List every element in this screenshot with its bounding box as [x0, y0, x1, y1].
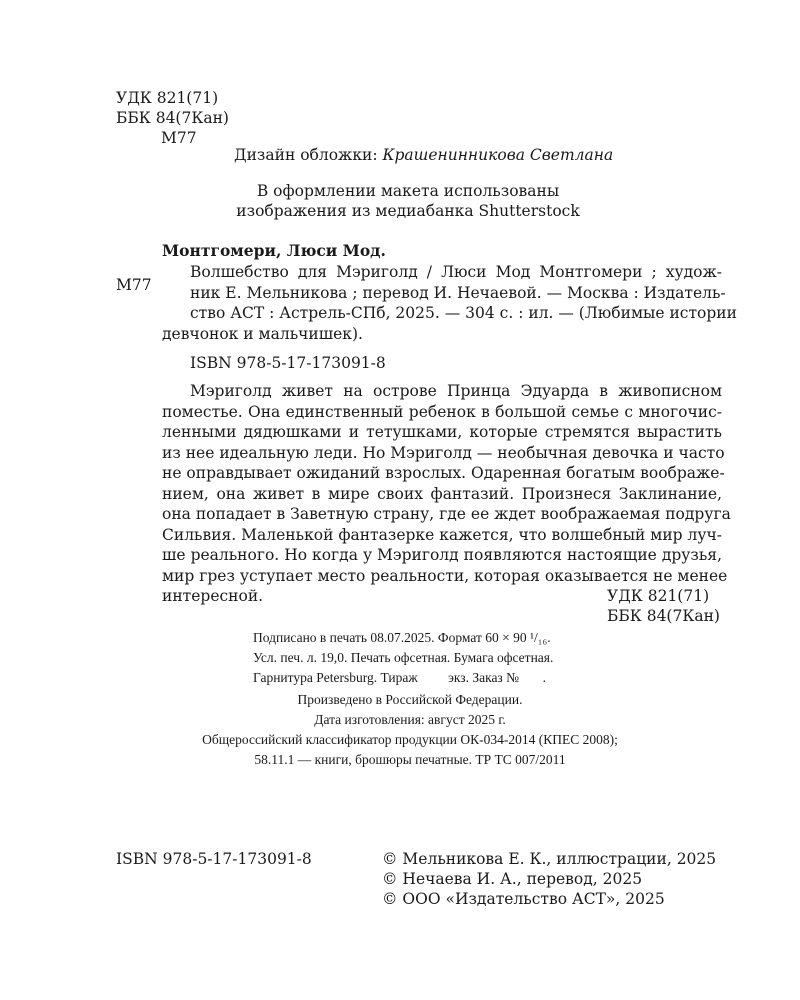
annotation-line: она попадает в Заветную страну, где ее ждет воображаемая подруга: [162, 505, 731, 523]
cover-designer-name: Крашенинникова Светлана: [382, 146, 614, 164]
layout-note-line: изображения из медиабанка Shutterstock: [236, 202, 580, 220]
bbk-code: ББК 84(7Кан): [116, 109, 229, 127]
bibliographic-record: [162, 241, 737, 373]
annotation-line: мир грез уступает место реальности, которая оказывается не менее: [162, 566, 728, 585]
copyright-line: © Нечаева И. А., перевод, 2025: [382, 870, 643, 888]
layout-note: [230, 181, 586, 221]
annotation-line: поместье. Она единственный ребенок в большой семье с многочис-: [162, 402, 722, 421]
annotation-line: Мэриголд живет на острове Принца Эдуарда в живописном: [190, 382, 722, 400]
author-mark: М77: [161, 129, 197, 147]
copyright-block: [382, 849, 716, 909]
copyright-line: © Мельникова Е. К., иллюстрации, 2025: [382, 850, 717, 868]
annotation-line: ленными дядюшками и тетушками, которые стремятся вырастить: [162, 423, 722, 441]
production-info: [140, 690, 680, 770]
annotation-line: Сильвия. Маленькой фантазерке кажется, что волшебный мир луч-: [162, 525, 722, 544]
isbn-line: ISBN 978-5-17-173091-8: [190, 354, 386, 372]
classification-header: [116, 88, 229, 148]
print-info-line: Гарнитура Petersburg. Тираж экз. Заказ № .: [253, 670, 547, 685]
print-info-line: Усл. печ. л. 19,0. Печать офсетная. Бумага офсетная.: [253, 650, 554, 665]
description-line: ник Е. Мельникова ; перевод И. Нечаевой. — Москва : Издатель-: [190, 283, 726, 302]
cover-design-credit: [234, 145, 613, 165]
author-heading: Монтгомери, Люси Мод.: [162, 241, 386, 260]
annotation: [162, 381, 731, 607]
annotation-line: ше реального. Но когда у Мэриголд появляются настоящие друзья,: [162, 546, 722, 564]
description-line: Волшебство для Мэриголд / Люси Мод Монтгомери ; худож-: [190, 263, 722, 281]
annotation-line: не оправдывает ожиданий взрослых. Одаренная богатым воображе-: [162, 464, 725, 482]
copyright-line: © ООО «Издательство АСТ», 2025: [382, 890, 665, 908]
classification-bottom: [607, 586, 720, 626]
print-info: [253, 628, 553, 688]
annotation-line: нием, она живет в мире своих фантазий. Произнеся Заклинание,: [162, 484, 722, 503]
udk-code: УДК 821(71): [116, 89, 219, 107]
production-info-line: Общероссийский классификатор продукции ОК-034-2014 (КПЕС 2008);: [202, 732, 618, 747]
footer-isbn: ISBN 978-5-17-173091-8: [116, 850, 312, 868]
cover-design-label: Дизайн обложки:: [234, 146, 378, 164]
annotation-line: из нее идеальную леди. Но Мэриголд — необычная девочка и часто: [162, 443, 725, 462]
production-info-line: Дата изготовления: август 2025 г.: [314, 712, 506, 727]
layout-note-line: В оформлении макета использованы: [256, 182, 560, 200]
description-line: ство АСТ : Астрель-СПб, 2025. — 304 с. : ил. — (Любимые истории: [190, 304, 737, 322]
side-author-mark: М77: [116, 276, 152, 294]
print-info-line: Подписано в печать 08.07.2025. Формат 60 × 90 ¹/₁₆.: [253, 630, 551, 645]
annotation-line: интересной.: [162, 587, 264, 605]
udk-code: УДК 821(71): [607, 587, 710, 605]
production-info-line: Произведено в Российской Федерации.: [297, 692, 523, 707]
description-line: девчонок и мальчишек).: [162, 324, 363, 343]
production-info-line: 58.11.1 — книги, брошюры печатные. ТР ТС 007/2011: [254, 752, 566, 767]
bbk-code: ББК 84(7Кан): [607, 607, 720, 625]
